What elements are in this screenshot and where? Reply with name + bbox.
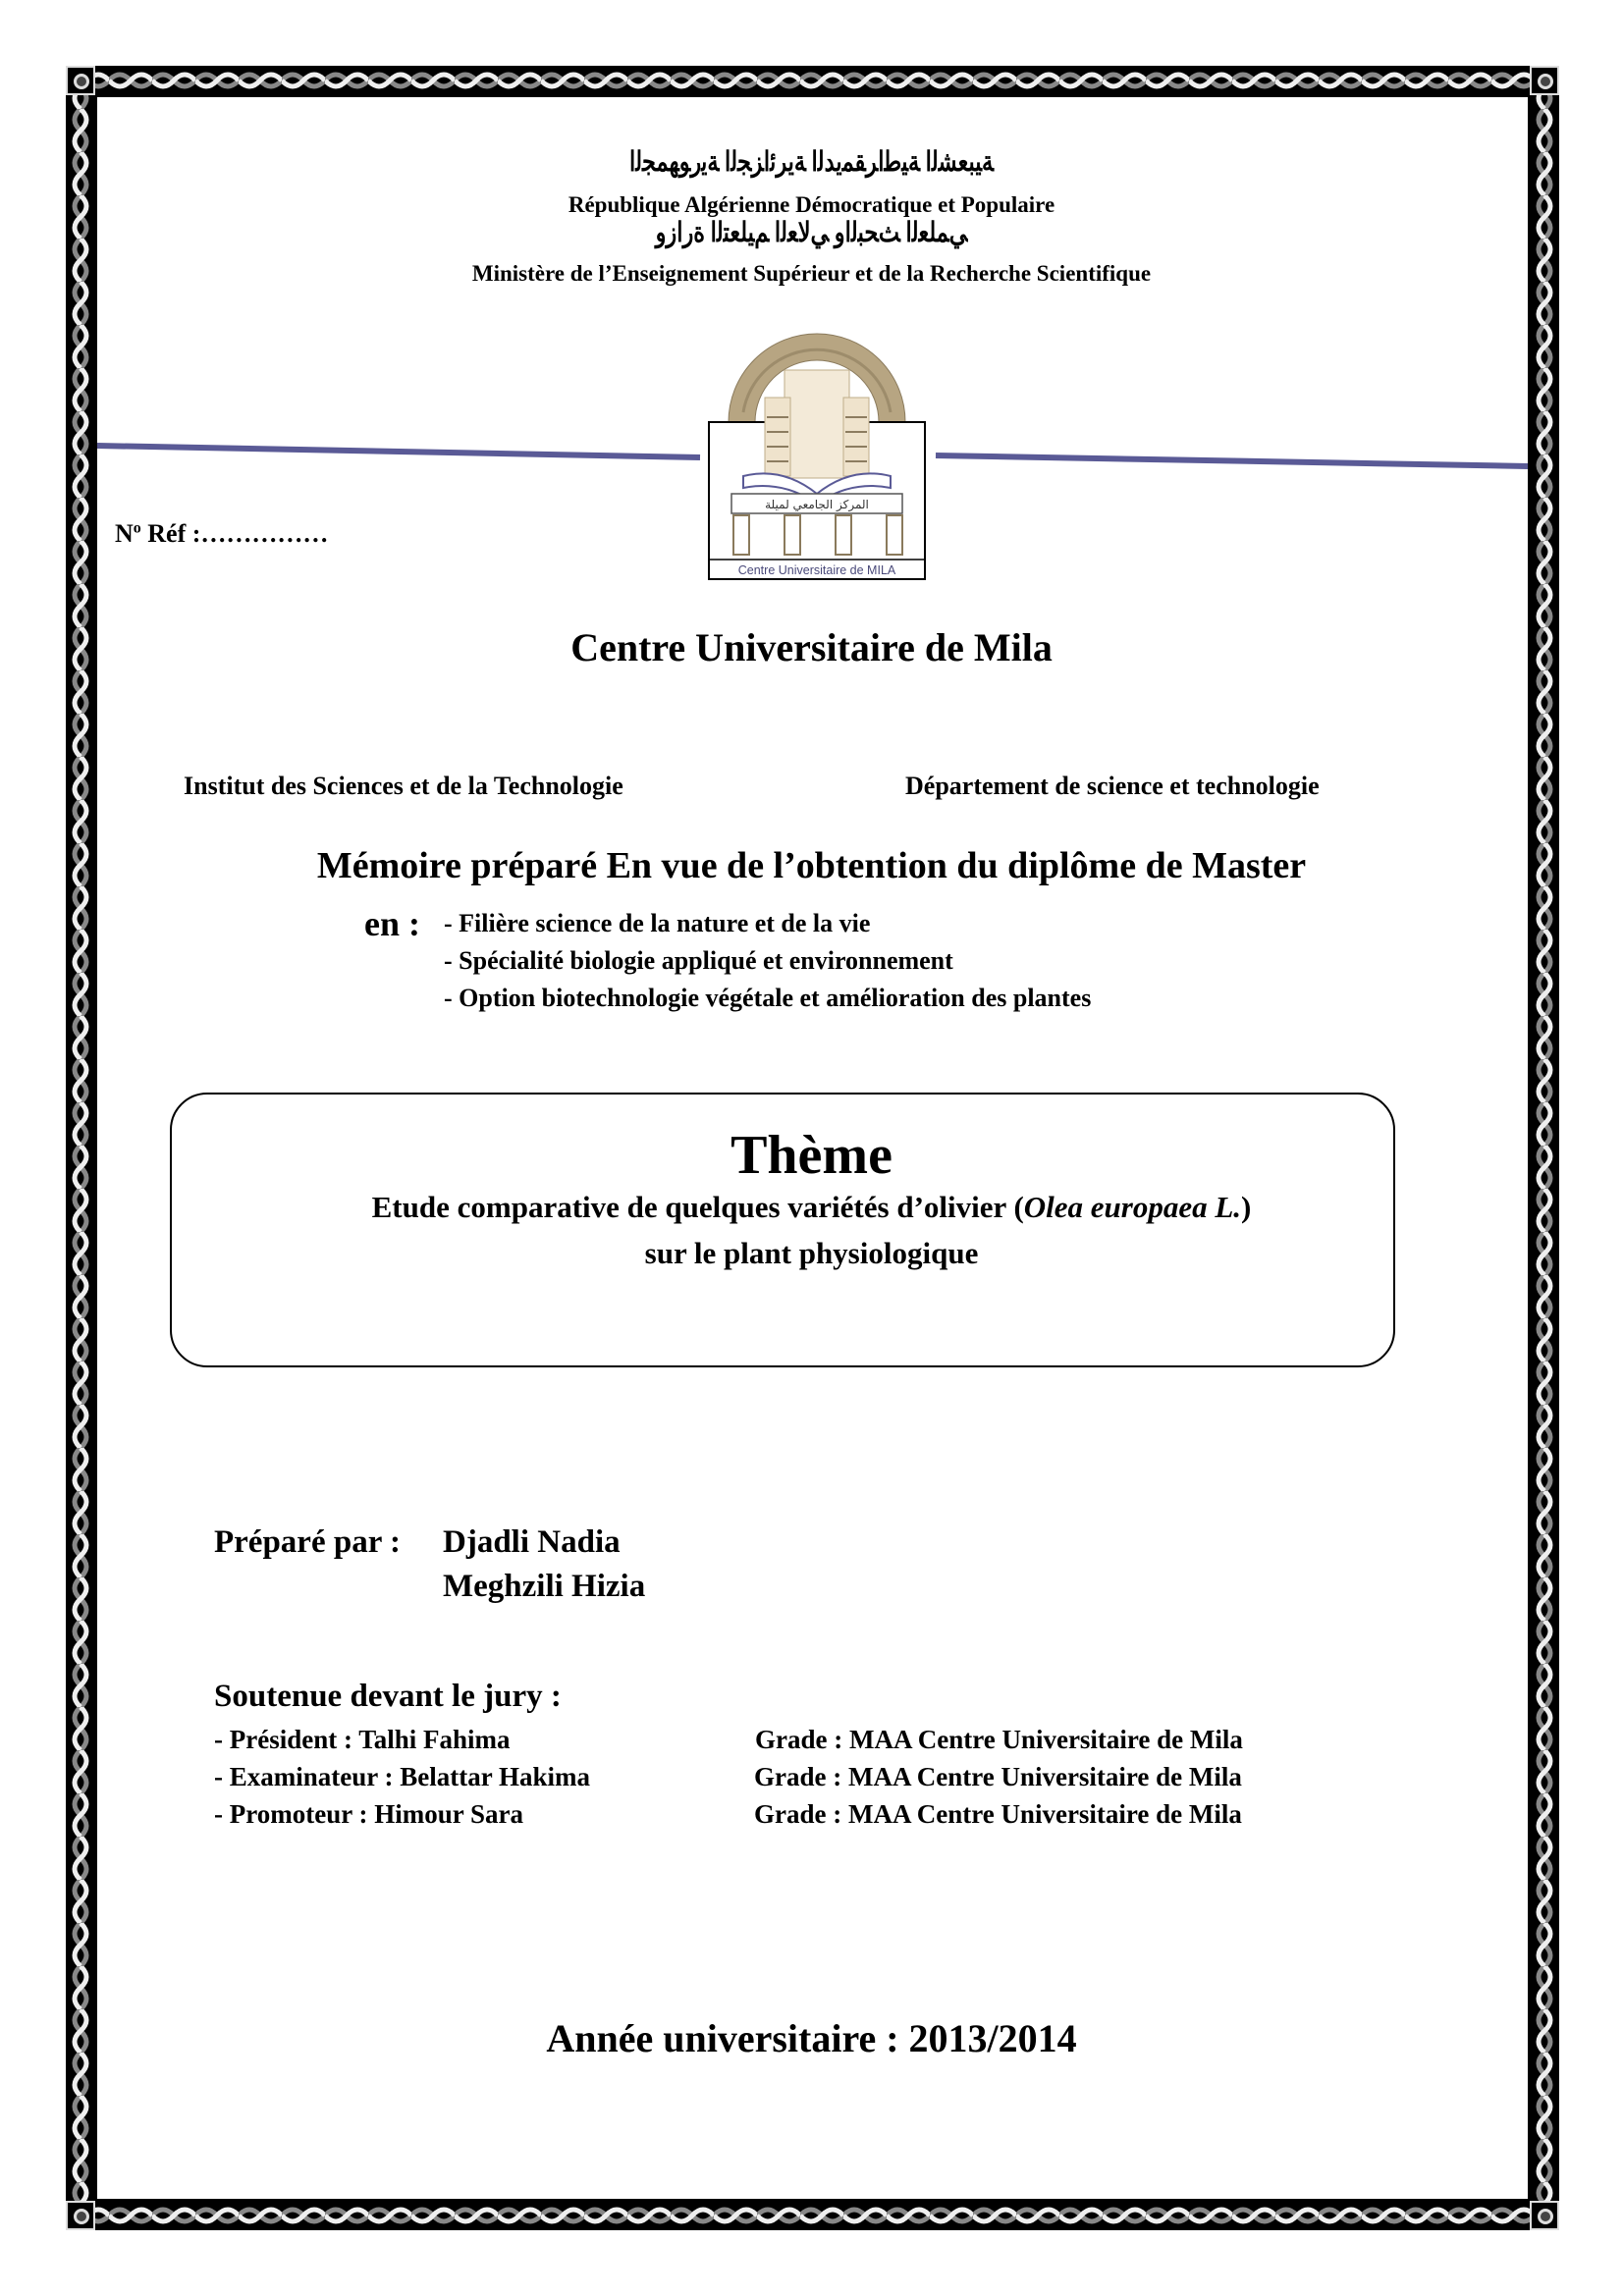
- republic-line: République Algérienne Démocratique et Populaire: [568, 192, 1055, 217]
- jury-member-role: - Examinateur : Belattar Hakima: [214, 1762, 590, 1791]
- ministry-line: Ministère de l’Enseignement Supérieur et de la Recherche Scientifique: [471, 261, 1152, 286]
- memoire-filiere: - Filière science de la nature et de la vie: [444, 909, 871, 937]
- reference-superscript: o: [133, 519, 141, 537]
- reference-number: [115, 519, 328, 549]
- logo-arabic-label: المركز الجامعي لميلة: [765, 498, 869, 511]
- border-corner-bottom-left: [66, 2201, 95, 2230]
- author-2: Meghzili Hizia: [443, 1569, 646, 1604]
- academic-year: Année universitaire : 2013/2014: [546, 2016, 1077, 2060]
- jury-member-grade: Grade : MAA Centre Universitaire de Mila: [755, 1725, 1243, 1754]
- logo-caption: Centre Universitaire de MILA: [737, 563, 896, 577]
- theme-subject: [0, 1190, 1623, 1225]
- memoire-en-label: en :: [364, 904, 420, 943]
- border-corner-bottom-right: [1530, 2201, 1559, 2230]
- institution-title: Centre Universitaire de Mila: [570, 625, 1053, 669]
- jury-title: Soutenue devant le jury :: [214, 1679, 562, 1714]
- prepared-label: Préparé par :: [214, 1524, 401, 1560]
- jury-member-role: - Promoteur : Himour Sara: [214, 1799, 523, 1829]
- reference-value: Réf :……………: [140, 519, 329, 548]
- theme-heading: Thème: [730, 1125, 893, 1186]
- reference-label: N: [115, 519, 134, 548]
- theme-subject-line-2: sur le plant physiologique: [644, 1236, 979, 1270]
- theme-species-name: Olea europaea L.: [1023, 1190, 1242, 1224]
- arabic-ministry-line: ﻲﻤﻠﻌﻟﺍ ﺚﺤﺒﻟﺍﻭ ﻲﻟﺎﻌﻟﺍ ﻢﻴﻠﻌﺘﻟﺍ ﺓﺭﺍﺯﻭ: [655, 218, 968, 248]
- department-name: Département de science et technologie: [905, 772, 1320, 800]
- theme-subject-text: Etude comparative de quelques variétés d’olivier (: [371, 1190, 1024, 1224]
- rope-pattern-bottom: [66, 2201, 1559, 2230]
- accent-line-left: [97, 446, 700, 457]
- institute-name: Institut des Sciences et de la Technologie: [184, 772, 623, 800]
- jury-member-role: - Président : Talhi Fahima: [214, 1725, 511, 1754]
- university-logo: [704, 319, 930, 584]
- memoire-option: - Option biotechnologie végétale et amélioration des plantes: [444, 984, 1092, 1012]
- logo-graphic: [704, 319, 930, 584]
- memoire-title: Mémoire préparé En vue de l’obtention du diplôme de Master: [316, 845, 1307, 886]
- jury-member-grade: Grade : MAA Centre Universitaire de Mila: [754, 1762, 1242, 1791]
- jury-member-grade: Grade : MAA Centre Universitaire de Mila: [754, 1799, 1242, 1829]
- accent-line-right: [936, 455, 1528, 466]
- author-1: Djadli Nadia: [443, 1524, 621, 1560]
- memoire-specialite: - Spécialité biologie appliqué et environnement: [444, 946, 953, 975]
- arabic-republic-line: ﺔﻴﺒﻌﺸﻟﺍ ﺔﻴﻃﺍﺮﻘﻤﻳﺪﻟﺍ ﺔﻳﺮﺋﺍﺰﺠﻟﺍ ﺔﻳﺭﻮﻬﻤﺠﻟﺍ: [628, 147, 994, 178]
- border-bottom: [66, 2201, 1559, 2230]
- theme-subject-close: ): [1241, 1190, 1252, 1224]
